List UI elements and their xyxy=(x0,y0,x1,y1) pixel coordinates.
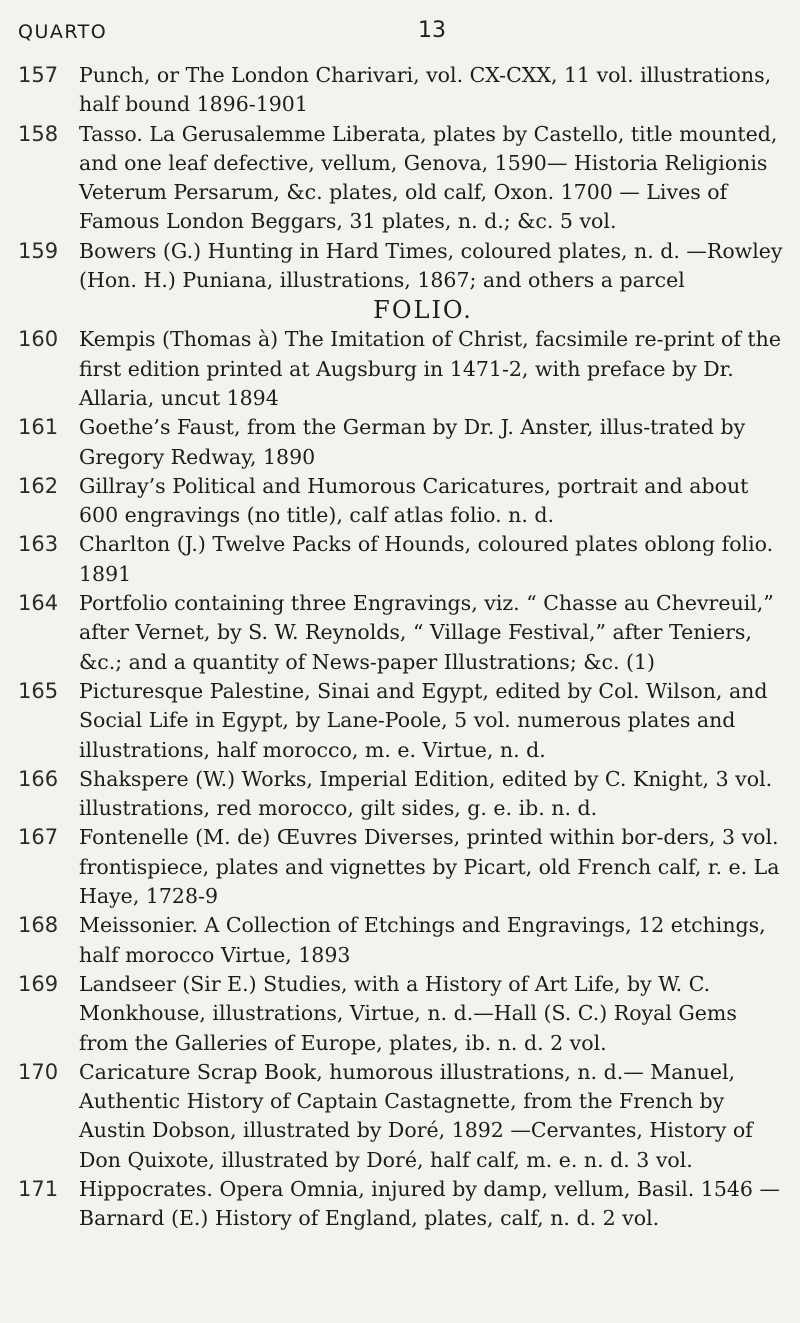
entry-text: Shakspere (W.) Works, Imperial Edition, edited by C. Knight, 3 vol. illustrations, red morocco, gilt sides, g. e. ib. n. d. xyxy=(79,766,773,821)
lot-number: 158 xyxy=(18,121,59,146)
lot-number: 163 xyxy=(18,532,59,557)
lot-number: 166 xyxy=(18,766,59,791)
catalogue-entry xyxy=(18,970,788,1058)
entry-text: Charlton (J.) Twelve Packs of Hounds, coloured plates oblong folio. 1891 xyxy=(79,532,774,586)
catalogue-entry xyxy=(18,765,788,824)
catalogue-entry xyxy=(18,61,788,120)
entry-text: Bowers (G.) Hunting in Hard Times, coloured plates, n. d. —Rowley (Hon. H.) Puniana, illustrations, 1867; and others a parcel xyxy=(79,238,783,293)
catalogue-entry xyxy=(18,589,788,677)
entry-text: Tasso. La Gerusalemme Liberata, plates by Castello, title mounted, and one leaf defective, vellum, Genova, 1590— Historia Religionis Veterum Persarum, &c. plates, old calf, Oxon. 1700 — Lives of Famous London Beggars, 31 plates, n. d.; &c. 5 vol. xyxy=(79,121,778,234)
entry-text: Portfolio containing three Engravings, viz. “ Chasse au Chevreuil,” after Vernet, by S. W. Reynolds, “ Village Festival,” after Teniers, &c.; and a quantity of News-paper Illustrations; &c. (1) xyxy=(79,591,774,674)
catalogue-entry xyxy=(18,1058,788,1175)
lot-number: 170 xyxy=(18,1059,59,1084)
catalogue-entry xyxy=(18,911,788,970)
page-number: 13 xyxy=(418,18,446,43)
catalogue-entry xyxy=(18,325,788,413)
folio-heading: FOLIO. xyxy=(373,296,473,325)
lot-number: 169 xyxy=(18,971,59,996)
entry-text: Picturesque Palestine, Sinai and Egypt, edited by Col. Wilson, and Social Life in Egypt, by Lane-Poole, 5 vol. numerous plates and illustrations, half morocco, m. e. Virtue, n. d. xyxy=(79,678,768,762)
entry-text: Meissonier. A Collection of Etchings and Engravings, 12 etchings, half morocco Virtue, 1893 xyxy=(79,913,766,967)
entry-text: Caricature Scrap Book, humorous illustrations, n. d.— Manuel, Authentic History of Captain Castagnette, from the French by Austin Dobson, illustrated by Doré, 1892 —Cervantes, History of Don Quixote, illustrated by Doré, half calf, m. e. n. d. 3 vol. xyxy=(79,1059,753,1172)
lot-number: 168 xyxy=(18,913,59,938)
entry-text: Punch, or The London Charivari, vol. CX-CXX, 11 vol. illustrations, half bound 1896-1901 xyxy=(79,63,772,117)
catalogue-entry xyxy=(18,823,788,911)
entry-text: Hippocrates. Opera Omnia, injured by damp, vellum, Basil. 1546 — Barnard (E.) History of England, plates, calf, n. d. 2 vol. xyxy=(79,1176,780,1231)
catalogue-entry xyxy=(18,1175,788,1234)
lot-number: 164 xyxy=(18,591,59,616)
lot-number: 159 xyxy=(18,238,59,263)
catalogue-entry xyxy=(18,413,788,472)
lot-number: 171 xyxy=(18,1176,59,1201)
lot-number: 165 xyxy=(18,678,59,703)
catalogue-entry xyxy=(18,530,788,589)
catalogue-entries xyxy=(18,61,788,1234)
entry-text: Goethe’s Faust, from the German by Dr. J. Anster, illus-trated by Gregory Redway, 1890 xyxy=(79,415,746,469)
entry-text: Landseer (Sir E.) Studies, with a History of Art Life, by W. C. Monkhouse, illustrations, Virtue, n. d.—Hall (S. C.) Royal Gems from the Galleries of Europe, plates, ib. n. d. 2 vol. xyxy=(79,971,737,1055)
entry-text: Gillray’s Political and Humorous Caricatures, portrait and about 600 engravings (no title), calf atlas folio. n. d. xyxy=(79,473,749,528)
catalogue-entry xyxy=(18,472,788,531)
catalogue-entry xyxy=(18,677,788,765)
entry-text: Kempis (Thomas à) The Imitation of Christ, facsimile re-print of the first edition printed at Augsburg in 1471-2, with preface by Dr. Allaria, uncut 1894 xyxy=(79,327,781,410)
section-label: QUARTO xyxy=(18,21,108,43)
catalogue-entry xyxy=(18,237,788,296)
lot-number: 162 xyxy=(18,473,59,498)
entry-text: Fontenelle (M. de) Œuvres Diverses, printed within bor-ders, 3 vol. frontispiece, plates and vignettes by Picart, old French calf, r. e. La Haye, 1728-9 xyxy=(79,825,780,909)
catalogue-entry xyxy=(18,120,788,237)
lot-number: 160 xyxy=(18,327,59,352)
lot-number: 157 xyxy=(18,63,59,87)
page-header xyxy=(0,0,800,60)
lot-number: 161 xyxy=(18,415,59,440)
lot-number: 167 xyxy=(18,825,59,850)
